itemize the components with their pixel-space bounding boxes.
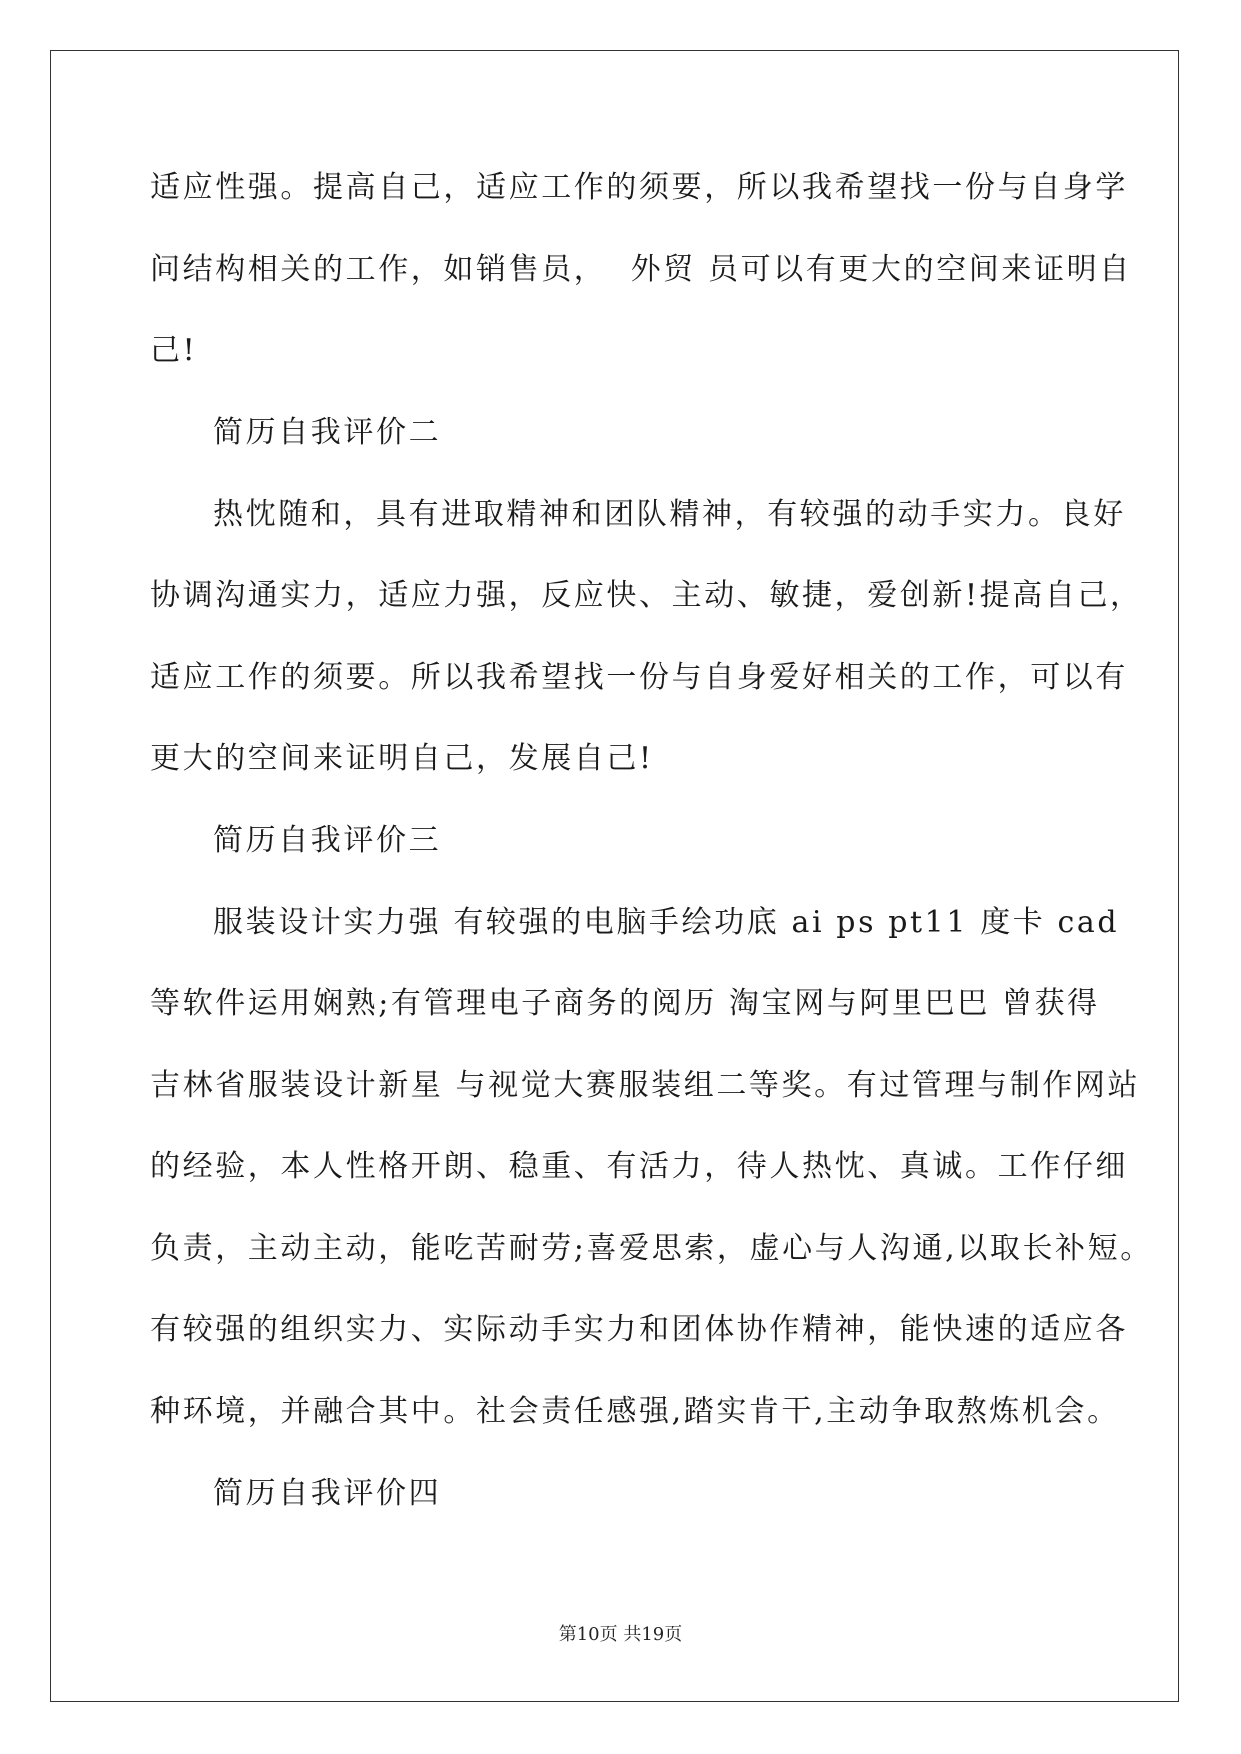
paragraph-line: 更大的空间来证明自己，发展自己! <box>150 741 654 776</box>
paragraph-line: 问结构相关的工作，如销售员， 外贸 员可以有更大的空间来证明自 <box>150 252 1132 287</box>
paragraph-line: 吉林省服装设计新星 与视觉大赛服装组二等奖。有过管理与制作网站 <box>150 1068 1141 1103</box>
page-border <box>50 50 1179 1702</box>
paragraph-line: 适应性强。提高自己，适应工作的须要，所以我希望找一份与自身学 <box>150 170 1128 205</box>
section-heading: 简历自我评价四 <box>213 1476 442 1511</box>
paragraph-line: 热忱随和，具有进取精神和团队精神，有较强的动手实力。良好 <box>213 497 1126 532</box>
paragraph-line: 等软件运用娴熟;有管理电子商务的阅历 淘宝网与阿里巴巴 曾获得 <box>150 986 1100 1021</box>
paragraph-line: 有较强的组织实力、实际动手实力和团体协作精神，能快速的适应各 <box>150 1312 1128 1347</box>
section-heading: 简历自我评价二 <box>213 415 442 450</box>
paragraph-line: 的经验，本人性格开朗、稳重、有活力，待人热忱、真诚。工作仔细 <box>150 1149 1128 1184</box>
page-number-footer: 第10页 共19页 <box>558 1624 683 1645</box>
paragraph-line: 种环境，并融合其中。社会责任感强,踏实肯干,主动争取熬炼机会。 <box>150 1394 1120 1429</box>
paragraph-line: 协调沟通实力，适应力强，反应快、主动、敏捷，爱创新!提高自己， <box>150 578 1143 613</box>
section-heading: 简历自我评价三 <box>213 823 442 858</box>
paragraph-line: 负责，主动主动，能吃苦耐劳;喜爱思索，虚心与人沟通,以取长补短。 <box>150 1231 1153 1266</box>
paragraph-line: 服装设计实力强 有较强的电脑手绘功底 ai ps pt11 度卡 cad <box>213 905 1120 940</box>
paragraph-line: 己! <box>150 333 198 368</box>
paragraph-line: 适应工作的须要。所以我希望找一份与自身爱好相关的工作，可以有 <box>150 660 1128 695</box>
